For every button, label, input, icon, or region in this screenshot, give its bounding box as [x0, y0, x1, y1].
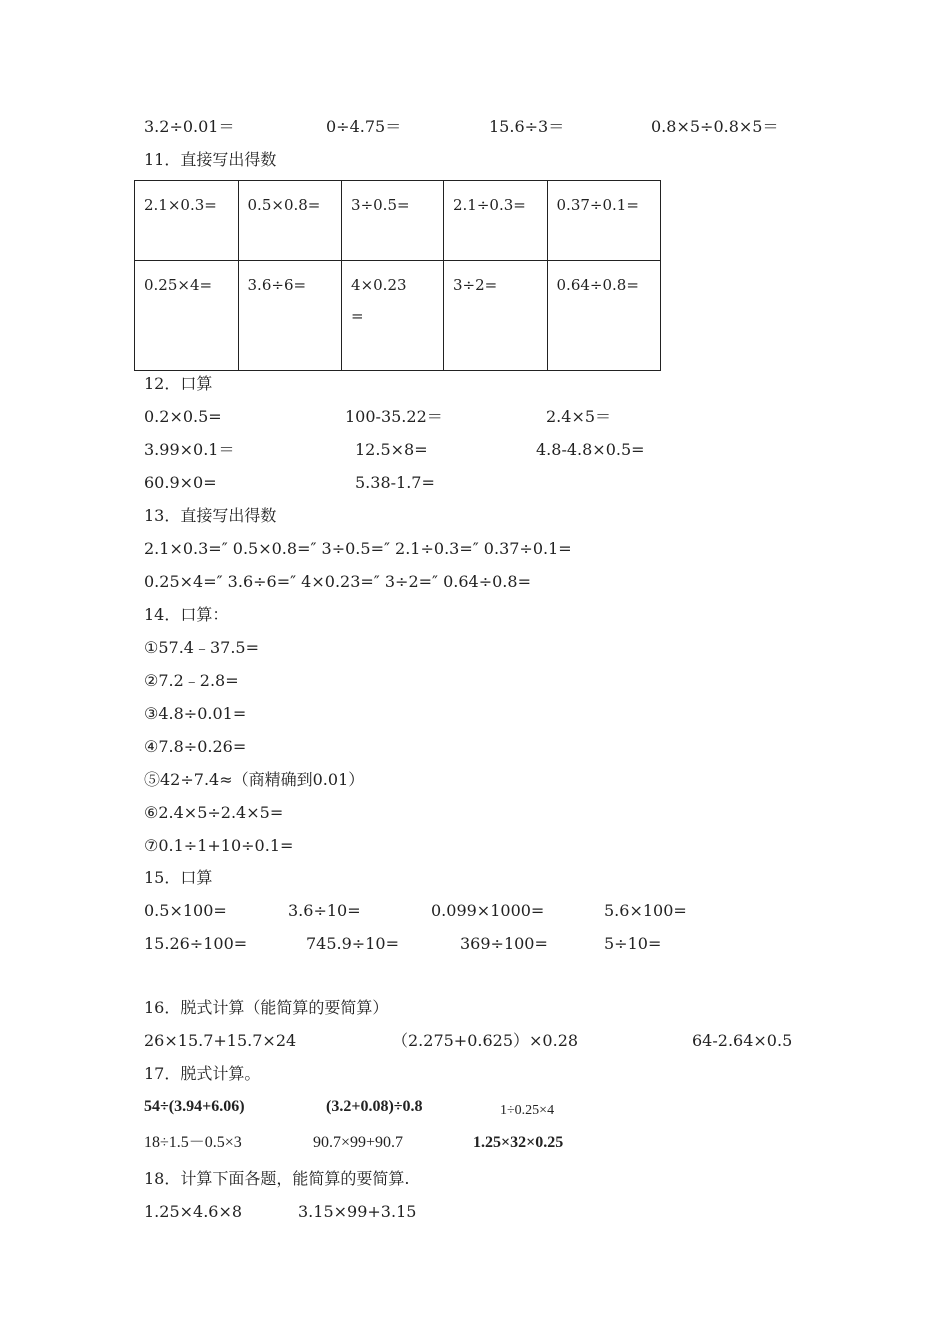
expr-top-4: 0.8×5÷0.8×5＝	[651, 117, 779, 136]
expr-top-3: 15.6÷3＝	[489, 117, 565, 136]
q11-cell: 3.6÷6=	[238, 261, 342, 371]
q13-line: 0.25×4=″ 3.6÷6=″ 4×0.23=″ 3÷2=″ 0.64÷0.8=	[144, 572, 531, 591]
q12-expr: 12.5×8=	[355, 440, 428, 459]
q11-cell: 0.37÷0.1=	[547, 181, 660, 261]
q12-expr: 60.9×0=	[144, 473, 217, 492]
q18-expr: 3.15×99+3.15	[298, 1202, 417, 1221]
q11-title: 11．直接写出得数	[144, 150, 277, 169]
q15-expr: 5÷10=	[604, 934, 662, 953]
q12-title: 12．口算	[144, 374, 213, 393]
q11-cell: 3÷0.5=	[342, 181, 444, 261]
q11-table	[134, 180, 661, 371]
q11-cell: 2.1×0.3=	[135, 181, 239, 261]
q12-expr: 2.4×5＝	[546, 407, 612, 426]
q11-cell: 3÷2=	[444, 261, 548, 371]
q16-title: 16．脱式计算（能简算的要简算）	[144, 998, 389, 1017]
q11-cell: 0.64÷0.8=	[547, 261, 660, 371]
q11-cell: 2.1÷0.3=	[444, 181, 548, 261]
q14-item: ①57.4﹣37.5=	[144, 638, 260, 657]
q15-expr: 745.9÷10=	[306, 934, 399, 953]
q17-expr: (3.2+0.08)÷0.8	[326, 1098, 423, 1115]
q14-title: 14．口算：	[144, 605, 229, 624]
q17-expr: 1÷0.25×4	[500, 1103, 555, 1118]
q14-item: ⑤42÷7.4≈（商精确到0.01）	[144, 770, 365, 789]
q14-item: ⑦0.1÷1+10÷0.1=	[144, 836, 294, 855]
q16-expr: （2.275+0.625）×0.28	[392, 1031, 579, 1050]
q18-title: 18．计算下面各题，能简算的要简算.	[144, 1169, 410, 1188]
q15-expr: 15.26÷100=	[144, 934, 248, 953]
q12-expr: 100-35.22＝	[345, 407, 443, 426]
q11-cell: 4×0.23 =	[342, 261, 444, 371]
expr-top-2: 0÷4.75＝	[326, 117, 402, 136]
q17-expr: 90.7×99+90.7	[313, 1134, 404, 1151]
q17-expr: 1.25×32×0.25	[473, 1134, 564, 1151]
q12-expr: 3.99×0.1＝	[144, 440, 235, 459]
q11-cell: 0.25×4=	[135, 261, 239, 371]
q14-item: ⑥2.4×5÷2.4×5=	[144, 803, 284, 822]
q13-line: 2.1×0.3=″ 0.5×0.8=″ 3÷0.5=″ 2.1÷0.3=″ 0.37÷0.1=	[144, 539, 572, 558]
q12-expr: 0.2×0.5=	[144, 407, 222, 426]
q15-title: 15．口算	[144, 868, 213, 887]
q15-expr: 3.6÷10=	[288, 901, 361, 920]
q12-expr: 4.8-4.8×0.5=	[536, 440, 645, 459]
q15-expr: 5.6×100=	[604, 901, 687, 920]
q12-expr: 5.38-1.7=	[355, 473, 435, 492]
q17-expr: 18÷1.5－0.5×3	[144, 1134, 242, 1151]
q11-cell: 0.5×0.8=	[238, 181, 342, 261]
q15-expr: 0.099×1000=	[431, 901, 545, 920]
q15-expr: 0.5×100=	[144, 901, 227, 920]
q17-expr: 54÷(3.94+6.06)	[144, 1098, 245, 1115]
q16-expr: 64-2.64×0.5	[692, 1031, 793, 1050]
q13-title: 13．直接写出得数	[144, 506, 277, 525]
expr-top-1: 3.2÷0.01＝	[144, 117, 235, 136]
q14-item: ②7.2﹣2.8=	[144, 671, 239, 690]
q14-item: ④7.8÷0.26=	[144, 737, 247, 756]
q16-expr: 26×15.7+15.7×24	[144, 1031, 297, 1050]
q15-expr: 369÷100=	[460, 934, 548, 953]
q17-title: 17．脱式计算。	[144, 1064, 261, 1083]
q14-item: ③4.8÷0.01=	[144, 704, 247, 723]
q18-expr: 1.25×4.6×8	[144, 1202, 243, 1221]
